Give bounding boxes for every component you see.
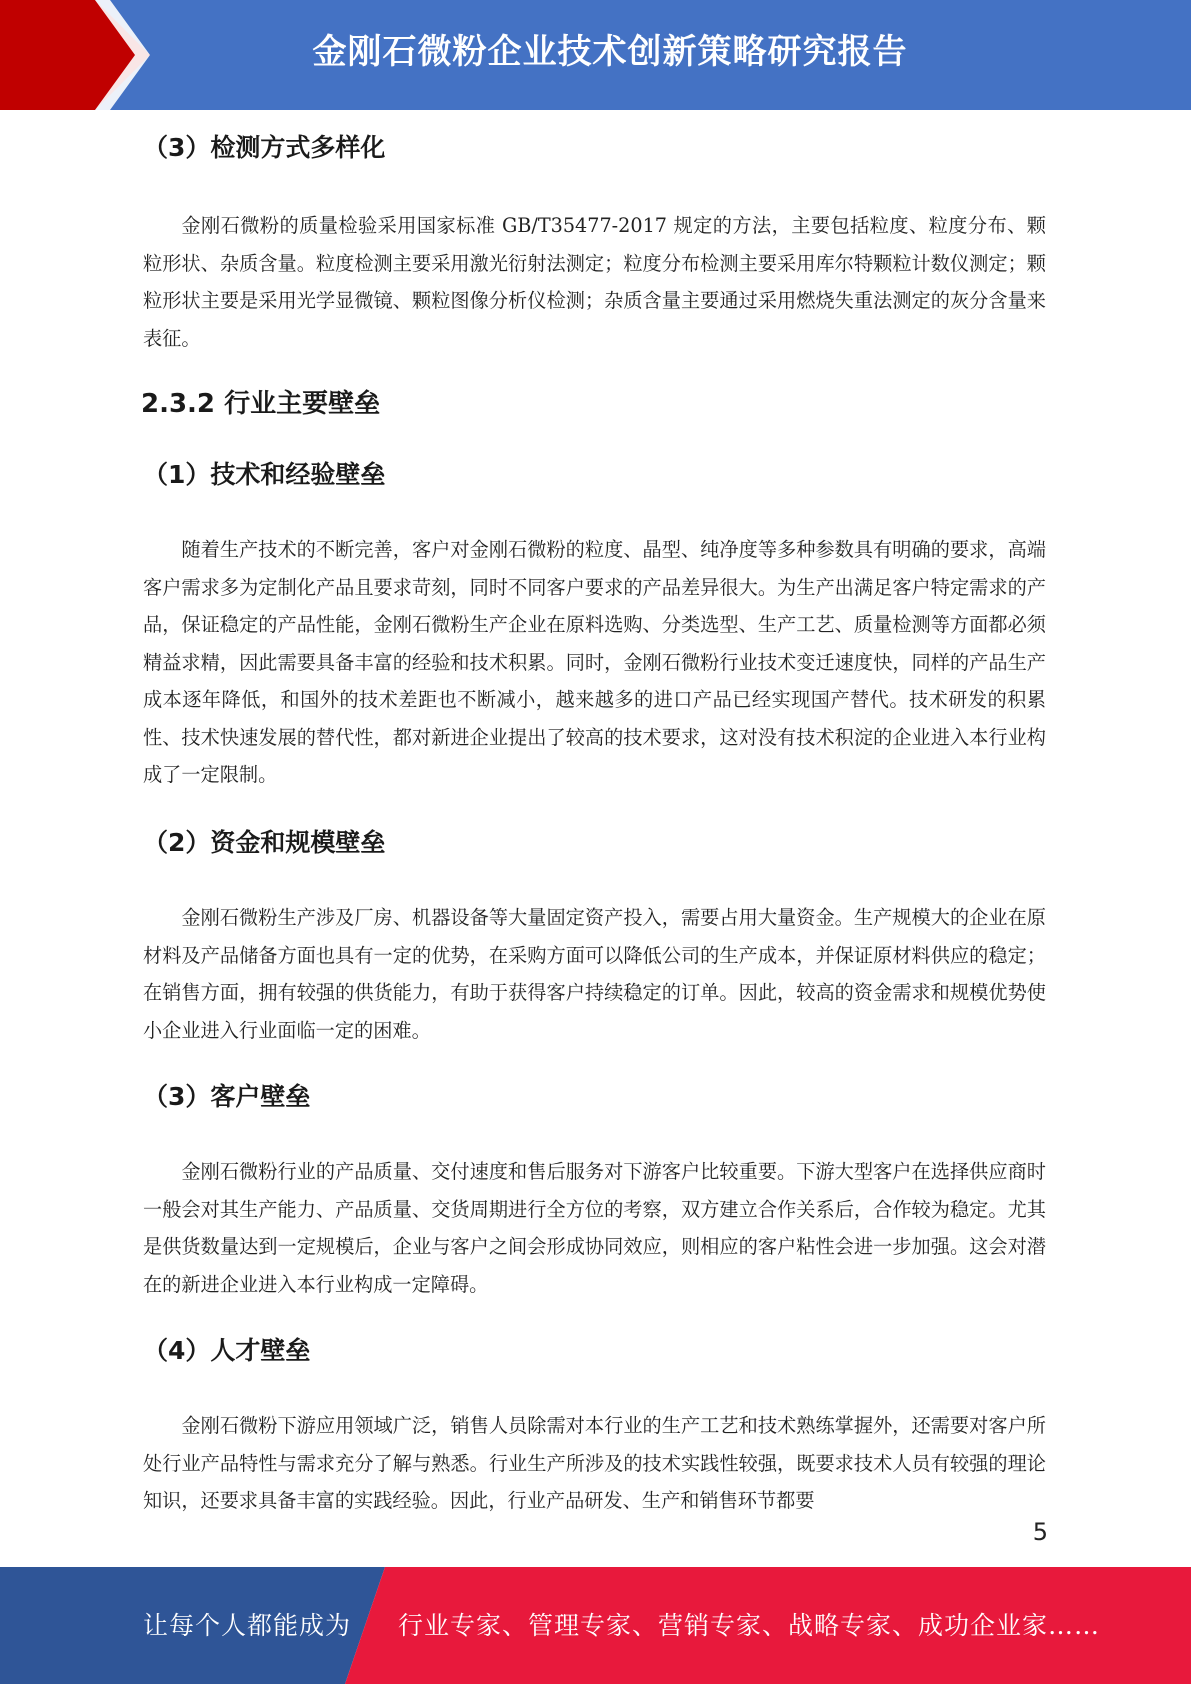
page-footer — [0, 1567, 1191, 1684]
talent-barrier-heading: （4）人才壁垒 — [143, 1336, 311, 1365]
customer-barrier-paragraph: 金刚石微粉行业的产品质量、交付速度和售后服务对下游客户比较重要。下游大型客户在选择供应商时一般会对其生产能力、产品质量、交货周期进行全方位的考察，双方建立合作关系后，合作较为稳定。尤其是供货数量达到一定规模后，企业与客户之间会形成协同效应，则相应的客户粘性会进一步加强。这会对潜在的新进企业进入本行业构成一定障碍。 — [143, 1160, 1046, 1296]
capital-barrier-heading: （2）资金和规模壁垒 — [143, 828, 386, 857]
detection-heading: （3）检测方式多样化 — [143, 133, 386, 162]
customer-barrier-heading: （3）客户壁垒 — [143, 1082, 311, 1111]
barriers-section-heading: 2.3.2 行业主要壁垒 — [141, 389, 381, 419]
capital-barrier-paragraph: 金刚石微粉生产涉及厂房、机器设备等大量固定资产投入，需要占用大量资金。生产规模大的企业在原材料及产品储备方面也具有一定的优势，在采购方面可以降低公司的生产成本，并保证原材料供应的稳定；在销售方面，拥有较强的供货能力，有助于获得客户持续稳定的订单。因此，较高的资金需求和规模优势使小企业进入行业面临一定的困难。 — [143, 906, 1046, 1042]
tech-barrier-paragraph: 随着生产技术的不断完善，客户对金刚石微粉的粒度、晶型、纯净度等多种参数具有明确的要求，高端客户需求多为定制化产品且要求苛刻，同时不同客户要求的产品差异很大。为生产出满足客户特定需求的产品，保证稳定的产品性能，金刚石微粉生产企业在原料选购、分类选型、生产工艺、质量检测等方面都必须精益求精，因此需要具备丰富的经验和技术积累。同时，金刚石微粉行业技术变迁速度快，同样的产品生产成本逐年降低，和国外的技术差距也不断减小，越来越多的进口产品已经实现国产替代。技术研发的积累性、技术快速发展的替代性，都对新进企业提出了较高的技术要求，这对没有技术积淀的企业进入本行业构成了一定限制。 — [143, 538, 1046, 786]
page-header — [0, 0, 1191, 110]
footer-slogan-right: 行业专家、管理专家、营销专家、战略专家、成功企业家…… — [398, 1611, 1101, 1640]
page-number: 5 — [1032, 1518, 1048, 1546]
talent-barrier-paragraph: 金刚石微粉下游应用领域广泛，销售人员除需对本行业的生产工艺和技术熟练掌握外，还需要对客户所处行业产品特性与需求充分了解与熟悉。行业生产所涉及的技术实践性较强，既要求技术人员有较强的理论知识，还要求具备丰富的实践经验。因此，行业产品研发、生产和销售环节都要 — [143, 1414, 1046, 1512]
report-title: 金刚石微粉企业技术创新策略研究报告 — [312, 32, 908, 72]
tech-barrier-heading: （1）技术和经验壁垒 — [143, 460, 386, 489]
footer-slogan-left: 让每个人都能成为 — [143, 1611, 352, 1640]
detection-paragraph: 金刚石微粉的质量检验采用国家标准 GB/T35477-2017 规定的方法，主要包括粒度、粒度分布、颗粒形状、杂质含量。粒度检测主要采用激光衍射法测定；粒度分布检测主要采用库尔特颗粒计数仪测定；颗粒形状主要是采用光学显微镜、颗粒图像分析仪检测；杂质含量主要通过采用燃烧失重法测定的灰分含量来表征。 — [143, 214, 1046, 350]
